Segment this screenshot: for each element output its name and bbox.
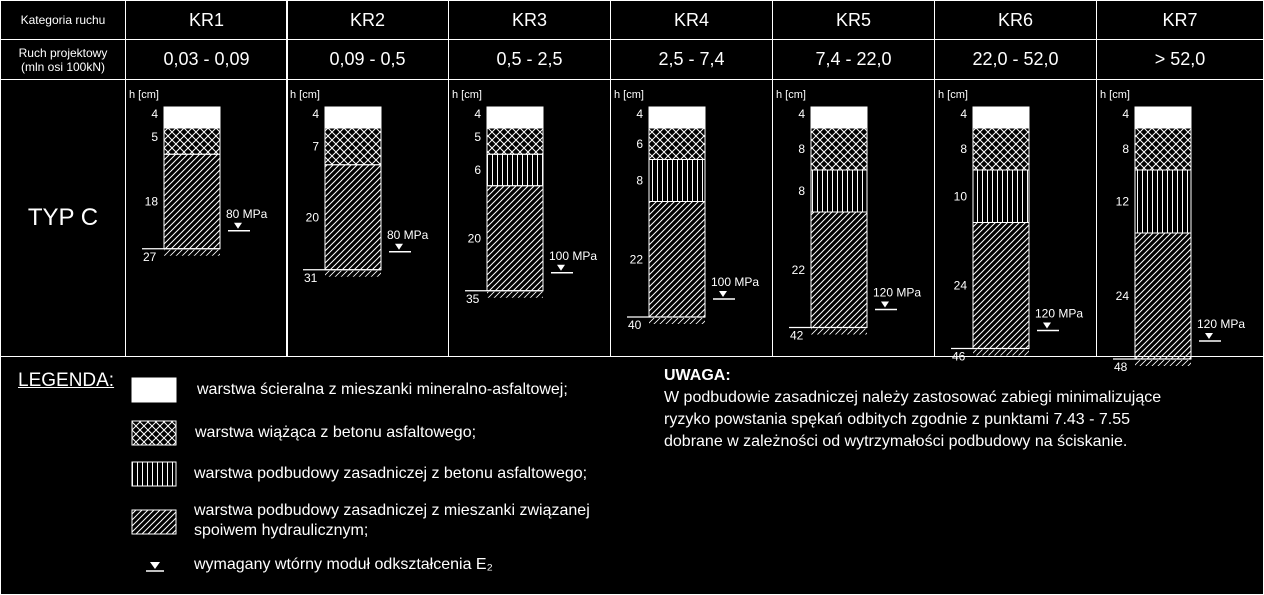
layer-surface: [973, 107, 1029, 128]
pavement-column-3: [452, 89, 597, 306]
layer-hydraulic: [1135, 233, 1191, 359]
legend-title: LEGENDA:: [18, 370, 115, 391]
traffic-range-value: > 52,0: [1154, 49, 1206, 69]
modulus-marker-icon: [881, 302, 889, 308]
modulus-marker-icon: [1205, 333, 1213, 339]
traffic-range-value: 0,09 - 0,5: [329, 49, 406, 69]
layer-hydraulic: [649, 202, 705, 318]
subgrade-hatch: [973, 350, 1029, 356]
layer-surface: [811, 107, 867, 128]
layer-thickness-label: 4: [798, 107, 805, 121]
axis-label: h [cm]: [1100, 89, 1130, 101]
legend-swatch-binder: [132, 421, 176, 445]
kr-label: KR4: [673, 9, 709, 30]
kr-label: KR3: [511, 9, 547, 30]
layer-surface: [649, 107, 705, 128]
axis-label: h [cm]: [938, 89, 968, 101]
layer-thickness-label: 24: [953, 278, 967, 293]
legend-text-hydraulic-1: warstwa podbudowy zasadniczej z mieszanki związanej: [194, 502, 590, 519]
layer-thickness-label: 4: [151, 107, 158, 121]
layer-binder: [973, 128, 1029, 170]
layer-thickness-label: 20: [305, 210, 319, 225]
subgrade-hatch: [811, 329, 867, 335]
legend-swatch-surface: [132, 378, 176, 402]
layer-thickness-label: 4: [474, 107, 481, 121]
layer-binder: [1135, 128, 1191, 170]
kr-label: KR5: [835, 9, 871, 30]
layer-thickness-label: 8: [636, 173, 643, 188]
layer-thickness-label: 5: [151, 130, 158, 144]
layer-asphalt-base: [1135, 170, 1191, 233]
total-thickness-label: 27: [143, 249, 157, 264]
modulus-label: 120 MPa: [1035, 306, 1084, 321]
layer-thickness-label: 4: [636, 107, 643, 121]
layer-surface: [1135, 107, 1191, 128]
modulus-label: 100 MPa: [711, 275, 760, 289]
modulus-marker-icon: [719, 291, 727, 297]
layer-thickness-label: 4: [1122, 107, 1129, 121]
traffic-range-value: 22,0 - 52,0: [972, 49, 1059, 69]
pavement-column-1: [129, 89, 268, 264]
subgrade-hatch: [325, 271, 381, 277]
legend-swatch-asphalt-base: [132, 462, 176, 486]
pavement-column-2: [290, 89, 429, 285]
layer-thickness-label: 8: [798, 184, 805, 198]
subgrade-hatch: [487, 292, 543, 298]
layer-thickness-label: 5: [474, 130, 481, 144]
category-header-label: Kategoria ruchu: [20, 13, 106, 27]
layer-binder: [325, 128, 381, 165]
layer-thickness-label: 24: [1115, 289, 1129, 303]
total-thickness-label: 42: [790, 328, 804, 343]
total-thickness-label: 35: [466, 291, 480, 306]
layer-thickness-label: 4: [312, 107, 319, 121]
layer-hydraulic: [164, 154, 220, 249]
modulus-label: 100 MPa: [549, 248, 598, 263]
traffic-range-value: 0,5 - 2,5: [496, 49, 563, 69]
layer-surface: [487, 107, 543, 128]
layer-thickness-label: 8: [798, 142, 805, 156]
kr-label: KR2: [349, 9, 385, 30]
layer-thickness-label: 10: [953, 189, 967, 204]
traffic-range-value: 2,5 - 7,4: [658, 49, 725, 69]
modulus-marker-icon: [557, 265, 565, 271]
kr-label: KR7: [1162, 9, 1198, 30]
axis-label: h [cm]: [129, 89, 159, 101]
modulus-label: 120 MPa: [1197, 317, 1246, 331]
layer-asphalt-base: [811, 170, 867, 212]
layer-asphalt-base: [973, 170, 1029, 223]
legend-text-hydraulic-2: spoiwem hydraulicznym;: [194, 522, 369, 539]
layer-thickness-label: 6: [474, 163, 481, 177]
modulus-label: 120 MPa: [873, 285, 922, 300]
note-title: UWAGA:: [664, 367, 731, 384]
modulus-label: 80 MPa: [226, 206, 268, 221]
layer-thickness-label: 18: [144, 194, 158, 209]
axis-label: h [cm]: [614, 89, 644, 101]
layer-binder: [811, 128, 867, 170]
legend-text-surface: warstwa ścieralna z mieszanki mineralno-asfaltowej;: [197, 381, 568, 398]
kr-label: KR1: [188, 9, 224, 30]
legend-swatch-hydraulic: [132, 510, 176, 534]
type-label: TYP C: [27, 204, 99, 231]
layer-binder: [649, 128, 705, 160]
traffic-range-value: 7,4 - 22,0: [815, 49, 892, 69]
layer-thickness-label: 12: [1115, 194, 1129, 209]
kr-label: KR6: [997, 9, 1033, 30]
layer-binder: [487, 128, 543, 154]
layer-thickness-label: 20: [467, 231, 481, 246]
layer-thickness-label: 22: [629, 252, 643, 267]
traffic-range-value: 0,03 - 0,09: [163, 49, 250, 69]
layer-hydraulic: [487, 186, 543, 291]
layer-thickness-label: 22: [791, 262, 805, 277]
pavement-column-7: [1100, 89, 1245, 374]
pavement-column-5: [776, 89, 921, 343]
layer-asphalt-base: [487, 154, 543, 186]
axis-label: h [cm]: [290, 89, 320, 101]
modulus-marker-icon: [1043, 323, 1051, 329]
total-thickness-label: 31: [304, 270, 318, 285]
note-line-1: W podbudowie zasadniczej należy zastosować zabiegi minimalizujące: [664, 389, 1162, 406]
total-thickness-label: 46: [952, 349, 966, 364]
legend-text-modulus: wymagany wtórny moduł odkształcenia E₂: [194, 556, 493, 573]
layer-thickness-label: 4: [960, 107, 967, 121]
subgrade-hatch: [164, 250, 220, 256]
layer-hydraulic: [973, 223, 1029, 349]
layer-thickness-label: 8: [1122, 142, 1129, 156]
layer-thickness-label: 7: [312, 139, 319, 154]
legend-swatches: [120, 370, 180, 590]
traffic-header-label-1: Ruch projektowy: [18, 45, 108, 60]
total-thickness-label: 40: [628, 318, 642, 332]
layer-thickness-label: 6: [636, 136, 643, 151]
total-thickness-label: 48: [1114, 360, 1128, 374]
legend-modulus-icon: [146, 562, 164, 571]
layer-binder: [164, 128, 220, 154]
axis-label: h [cm]: [452, 89, 482, 101]
pavement-column-6: [938, 89, 1083, 364]
layer-surface: [325, 107, 381, 128]
layer-hydraulic: [811, 212, 867, 328]
pavement-column-4: [614, 89, 759, 332]
subgrade-hatch: [649, 318, 705, 324]
modulus-marker-icon: [234, 223, 242, 229]
axis-label: h [cm]: [776, 89, 806, 101]
note-line-3: dobrane w zależności od wytrzymałości podbudowy na ściskanie.: [664, 433, 1128, 450]
layer-asphalt-base: [649, 160, 705, 202]
modulus-label: 80 MPa: [387, 227, 429, 242]
legend-text-asphalt-base: warstwa podbudowy zasadniczej z betonu asfaltowego;: [194, 465, 588, 482]
layer-surface: [164, 107, 220, 128]
modulus-marker-icon: [395, 244, 403, 250]
layer-hydraulic: [325, 165, 381, 270]
legend-text-binder: warstwa wiążąca z betonu asfaltowego;: [195, 424, 477, 441]
note-line-2: ryzyko powstania spękań odbitych zgodnie z punktami 7.43 - 7.55: [664, 411, 1131, 428]
traffic-header-label-2: (mln osi 100kN): [20, 59, 106, 74]
layer-thickness-label: 8: [960, 142, 967, 156]
